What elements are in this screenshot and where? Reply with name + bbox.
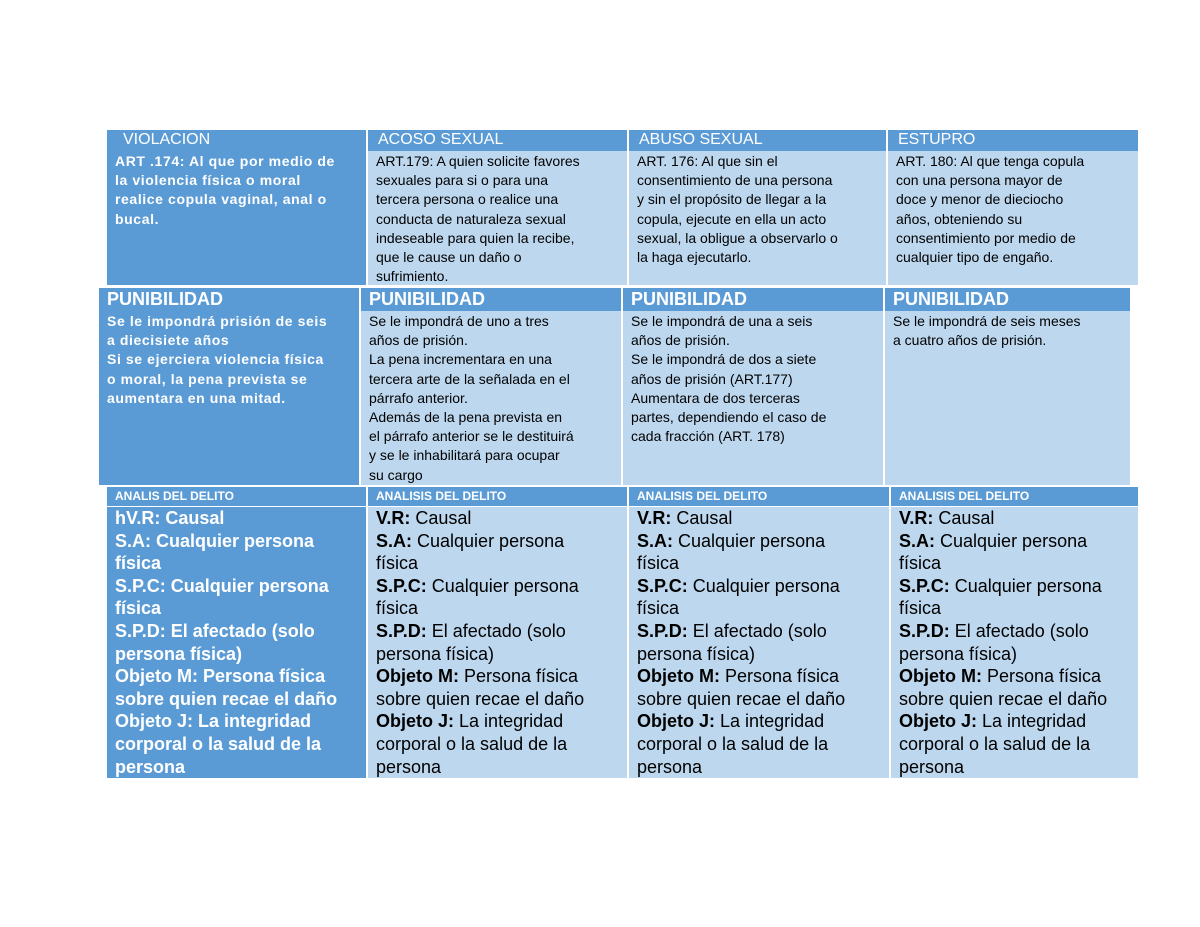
analisis-objeto-m: Objeto M: Persona física <box>899 666 1102 687</box>
analisis-objeto-m: Objeto M: Persona física <box>115 666 326 687</box>
analisis-objeto-j-cont: corporal o la salud de la <box>899 733 1091 754</box>
analisis-spc: S.P.C: Cualquier persona <box>115 575 329 596</box>
header-acoso-sexual: ACOSO SEXUAL <box>368 130 629 151</box>
analisis-objeto-j-cont2: persona <box>376 756 442 777</box>
analisis-objeto-m-cont: sobre quien recae el daño <box>637 688 846 709</box>
analisis-objeto-j-cont2: persona <box>637 756 703 777</box>
analisis-objeto-j: Objeto J: La integridad <box>899 711 1087 732</box>
analisis-spd: S.P.D: El afectado (solo <box>115 620 315 641</box>
analisis-objeto-j: Objeto J: La integridad <box>115 711 312 732</box>
analisis-spc: S.P.C: Cualquier persona <box>637 575 840 596</box>
header-abuso-sexual: ABUSO SEXUAL <box>629 130 888 151</box>
analisis-objeto-m-cont: sobre quien recae el daño <box>115 688 338 709</box>
analisis-body-violacion <box>107 507 368 778</box>
analisis-vr: V.R: Causal <box>376 508 472 528</box>
analisis-spc: S.P.C: Cualquier persona <box>376 575 579 596</box>
analisis-spd-cont: persona física) <box>115 643 243 664</box>
analisis-title-estupro: ANALISIS DEL DELITO <box>891 487 1138 506</box>
header-violacion: VIOLACION <box>107 130 368 151</box>
analisis-sa: S.A: Cualquier persona <box>115 530 315 551</box>
crime-header-row <box>107 130 1138 151</box>
article-abuso-sexual: ART. 176: Al que sin el consentimiento de una persona y sin el propósito de llegar a la copula, ejecute en ella un acto sexual, la obligue a observarlo o la haga ejecutarlo. <box>629 151 888 285</box>
analisis-body-row <box>107 507 1138 778</box>
analisis-title-violacion: ANALIS DEL DELITO <box>107 487 368 506</box>
analisis-vr: V.R: Causal <box>637 508 733 528</box>
analisis-objeto-j-cont2: persona <box>115 756 186 777</box>
analisis-spc-cont: física <box>899 598 942 619</box>
analisis-objeto-j: Objeto J: La integridad <box>637 711 825 732</box>
analisis-sa-cont: física <box>115 553 162 574</box>
analisis-sa-cont: física <box>376 553 419 574</box>
analisis-objeto-m: Objeto M: Persona física <box>376 666 579 687</box>
analisis-spd: S.P.D: El afectado (solo <box>899 620 1089 641</box>
header-estupro: ESTUPRO <box>888 130 1138 151</box>
analisis-body-acoso-sexual <box>368 507 629 778</box>
punibilidad-text-violacion: Se le impondrá prisión de seis a diecisiete años Si se ejerciera violencia física o moral, la pena prevista se aumentara en una mitad. <box>99 311 361 485</box>
analisis-spd-cont: persona física) <box>899 643 1018 664</box>
analisis-objeto-m: Objeto M: Persona física <box>637 666 840 687</box>
punibilidad-text-row <box>99 311 1130 485</box>
punibilidad-text-abuso-sexual: Se le impondrá de una a seis años de prisión. Se le impondrá de dos a siete años de prisión (ART.177) Aumentara de dos terceras partes, dependiendo el caso de cada fracción (ART. 178) <box>623 311 885 485</box>
analisis-spd: S.P.D: El afectado (solo <box>637 620 827 641</box>
analisis-objeto-j-cont: corporal o la salud de la <box>637 733 829 754</box>
punibilidad-title-acoso-sexual: PUNIBILIDAD <box>361 288 623 311</box>
analisis-spc-cont: física <box>115 598 162 619</box>
article-violacion: ART .174: Al que por medio de la violencia física o moral realice copula vaginal, anal o bucal. <box>107 151 368 285</box>
analisis-title-acoso-sexual: ANALISIS DEL DELITO <box>368 487 629 506</box>
analisis-objeto-j-cont: corporal o la salud de la <box>115 733 322 754</box>
analisis-spd-cont: persona física) <box>637 643 756 664</box>
analisis-objeto-m-cont: sobre quien recae el daño <box>899 688 1108 709</box>
analisis-sa: S.A: Cualquier persona <box>637 530 826 551</box>
analisis-sa: S.A: Cualquier persona <box>376 530 565 551</box>
punibilidad-title-violacion: PUNIBILIDAD <box>99 288 361 311</box>
punibilidad-title-estupro: PUNIBILIDAD <box>885 288 1130 311</box>
analisis-spc-cont: física <box>637 598 680 619</box>
punibilidad-title-abuso-sexual: PUNIBILIDAD <box>623 288 885 311</box>
article-row <box>107 151 1138 285</box>
analisis-spd: S.P.D: El afectado (solo <box>376 620 566 641</box>
punibilidad-text-acoso-sexual: Se le impondrá de uno a tres años de prisión. La pena incrementara en una tercera arte de la señalada en el párrafo anterior. Además de la pena prevista en el párrafo anterior se le destituirá y se le inhabilitará para ocupar su cargo <box>361 311 623 485</box>
article-estupro: ART. 180: Al que tenga copula con una persona mayor de doce y menor de dieciocho años, obteniendo su consentimiento por medio de cualquier tipo de engaño. <box>888 151 1138 285</box>
analisis-objeto-m-cont: sobre quien recae el daño <box>376 688 585 709</box>
analisis-vr: V.R: Causal <box>899 508 995 528</box>
analisis-header-row <box>107 487 1138 506</box>
analisis-objeto-j: Objeto J: La integridad <box>376 711 564 732</box>
analisis-title-abuso-sexual: ANALISIS DEL DELITO <box>629 487 891 506</box>
punibilidad-header-row <box>99 288 1130 311</box>
analisis-spd-cont: persona física) <box>376 643 495 664</box>
analisis-sa-cont: física <box>637 553 680 574</box>
analisis-spc: S.P.C: Cualquier persona <box>899 575 1102 596</box>
analisis-objeto-j-cont: corporal o la salud de la <box>376 733 568 754</box>
analisis-spc-cont: física <box>376 598 419 619</box>
analisis-vr: hV.R: Causal <box>115 508 225 528</box>
analisis-body-estupro <box>891 507 1138 778</box>
analisis-sa-cont: física <box>899 553 942 574</box>
analisis-objeto-j-cont2: persona <box>899 756 965 777</box>
punibilidad-text-estupro: Se le impondrá de seis meses a cuatro años de prisión. <box>885 311 1130 485</box>
analisis-sa: S.A: Cualquier persona <box>899 530 1088 551</box>
analisis-body-abuso-sexual <box>629 507 891 778</box>
article-acoso-sexual: ART.179: A quien solicite favores sexuales para si o para una tercera persona o realice una conducta de naturaleza sexual indeseable para quien la recibe, que le cause un daño o sufrimiento. <box>368 151 629 285</box>
